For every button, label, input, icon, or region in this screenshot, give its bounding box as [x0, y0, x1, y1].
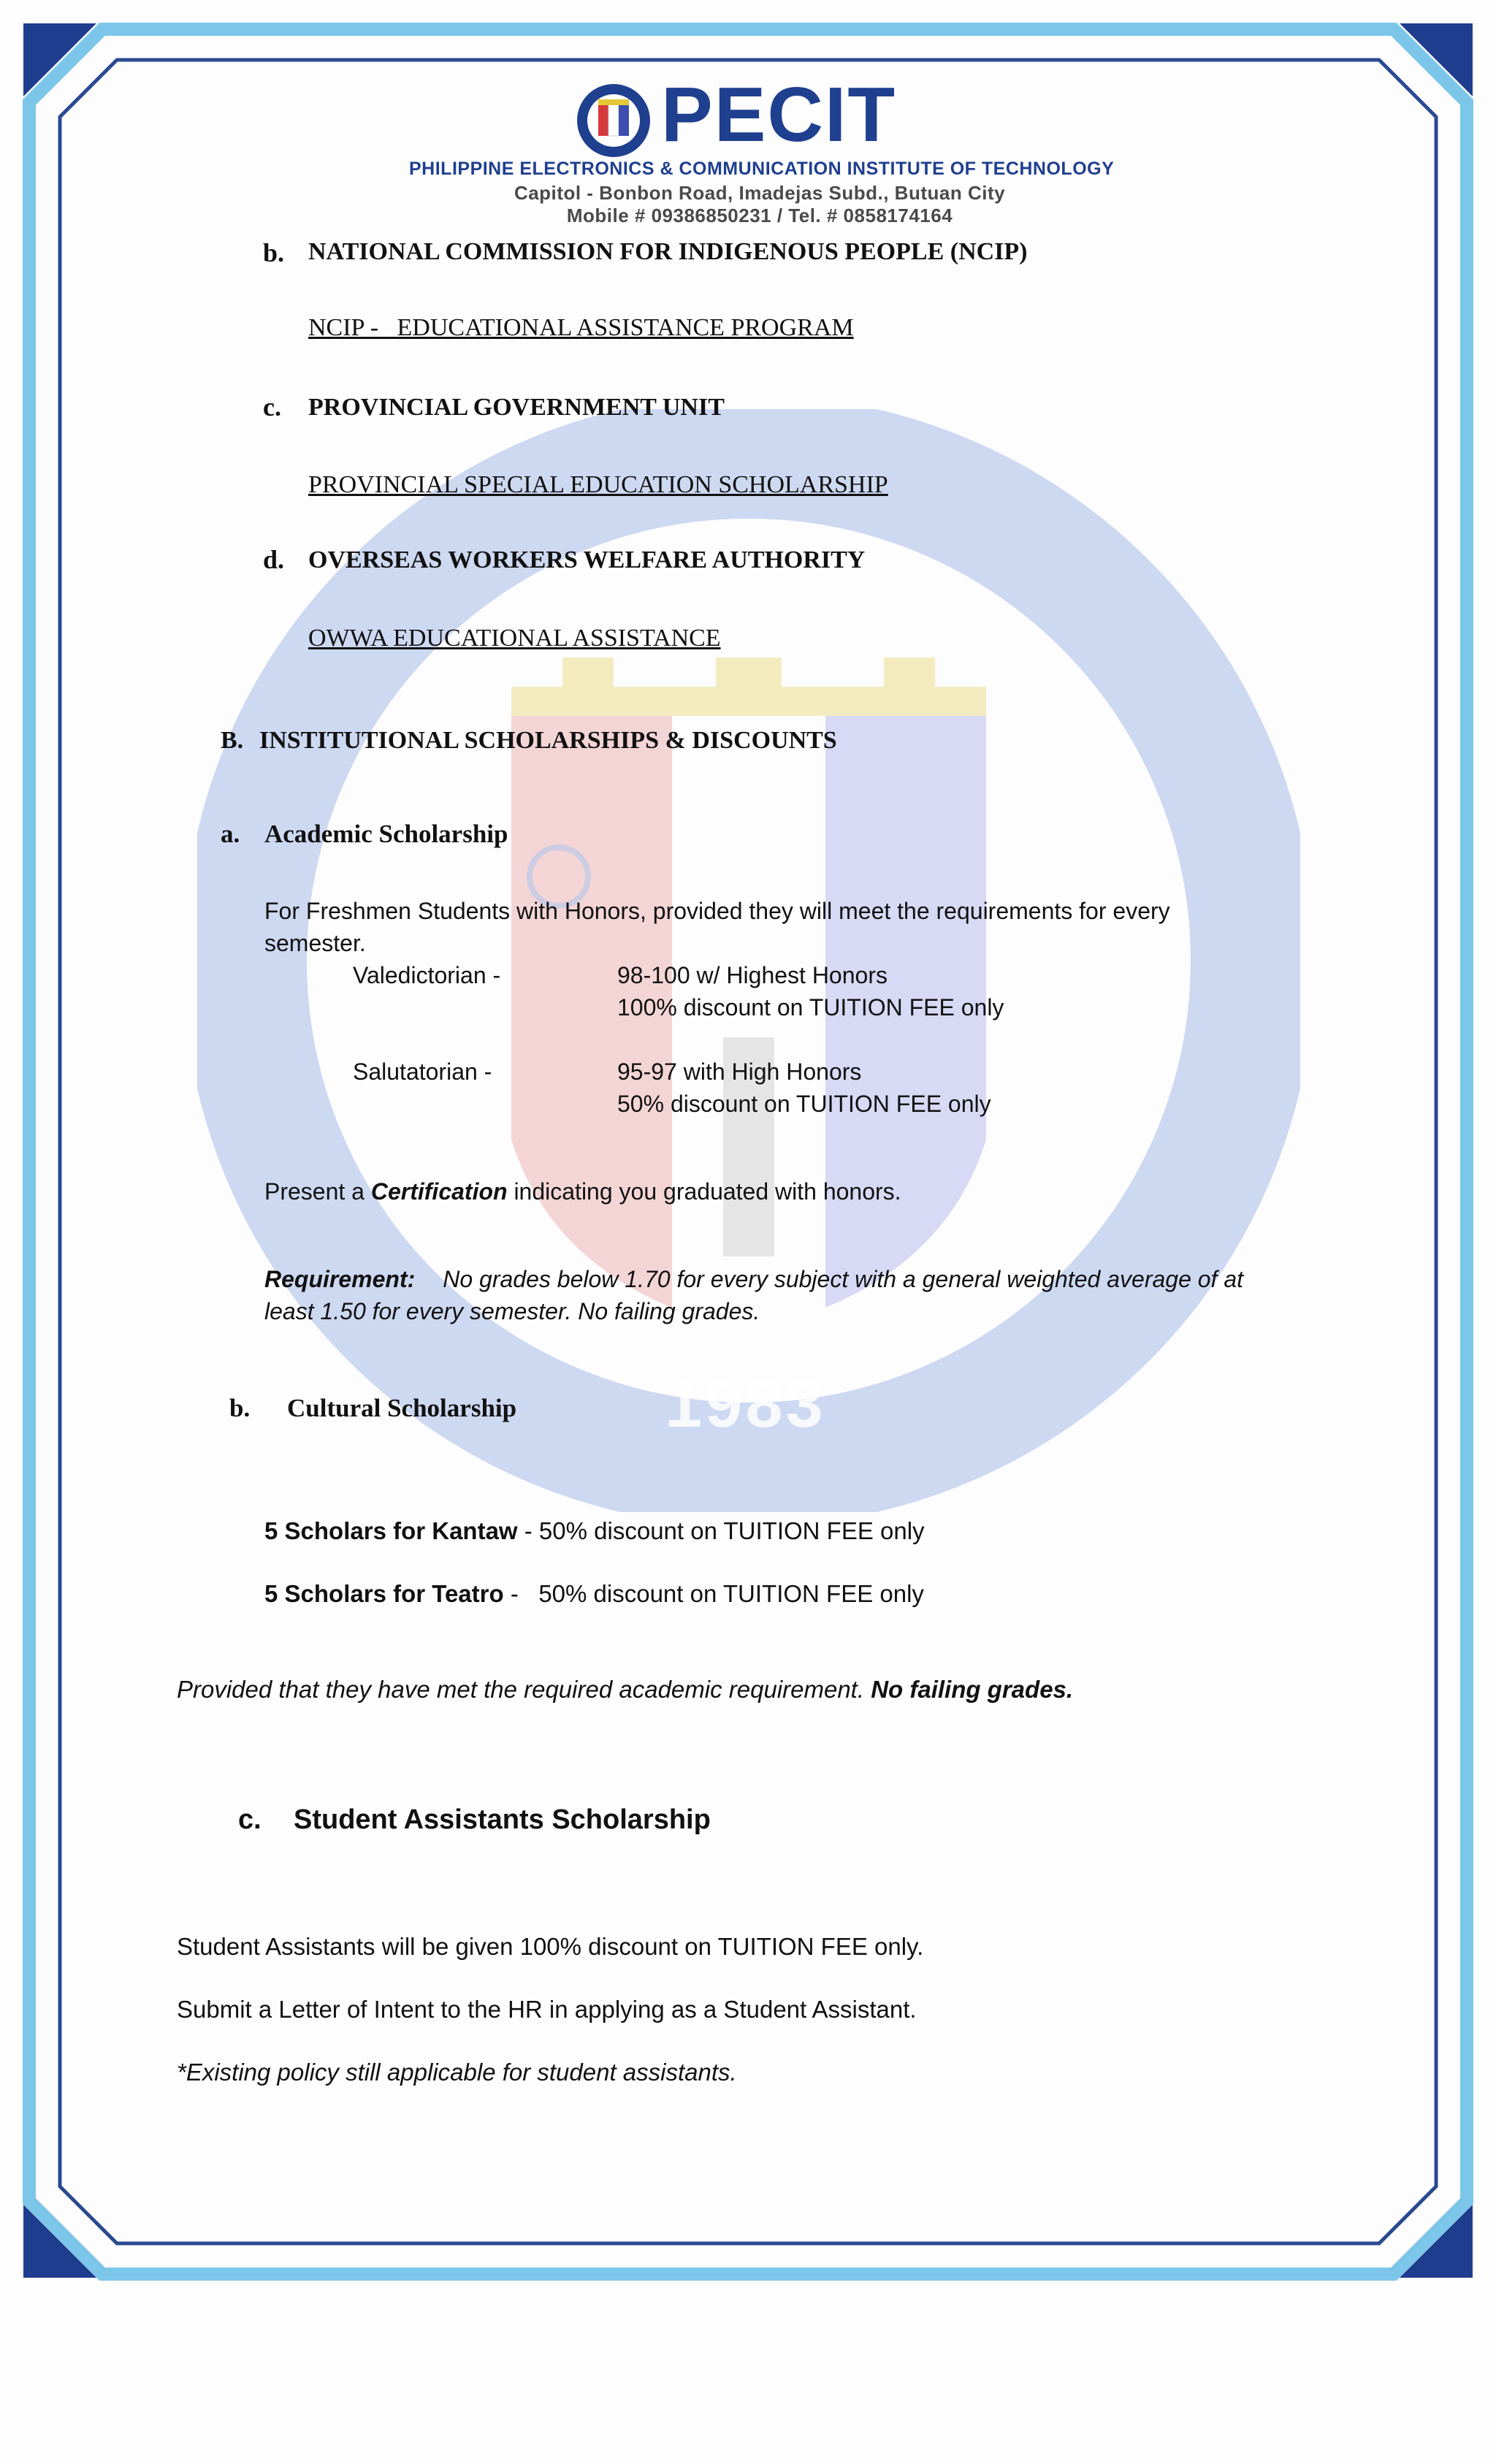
item-letter: d. [263, 545, 285, 574]
requirement-label: Requirement: [264, 1266, 416, 1292]
certification-pre: Present a [264, 1178, 371, 1205]
teatro-rest: - 50% discount on TUITION FEE only [503, 1580, 924, 1607]
certification-post: indicating you graduated with honors. [507, 1178, 901, 1205]
watermark-year: 1983 [665, 1367, 826, 1441]
kantaw-line [264, 1517, 925, 1545]
student-assistants-line1: Student Assistants will be given 100% discount on TUITION FEE only. [177, 1933, 924, 1960]
agency-title: OVERSEAS WORKERS WELFARE AUTHORITY [308, 546, 866, 573]
requirement-line1 [264, 1263, 1243, 1295]
requirement-line2: least 1.50 for every semester. No failing grades. [264, 1298, 760, 1324]
salutatorian-discount: 50% discount on TUITION FEE only [617, 1091, 991, 1117]
kantaw-bold: 5 Scholars for Kantaw [264, 1517, 518, 1544]
valedictorian-discount: 100% discount on TUITION FEE only [617, 994, 1004, 1021]
item-letter: b. [229, 1394, 251, 1422]
student-assistants-line3: *Existing policy still applicable for student assistants. [177, 2059, 737, 2086]
student-assistants-line2: Submit a Letter of Intent to the HR in applying as a Student Assistant. [177, 1996, 917, 2023]
academic-intro-line1: For Freshmen Students with Honors, provided they will meet the requirements for every [264, 898, 1170, 924]
academic-title: Academic Scholarship [264, 820, 508, 848]
corner-top-right [1400, 23, 1473, 96]
section-letter: B. [221, 727, 244, 754]
section-title: INSTITUTIONAL SCHOLARSHIPS & DISCOUNTS [259, 727, 837, 754]
corner-bottom-right [1400, 2205, 1473, 2278]
academic-intro-line2: semester. [264, 930, 366, 956]
header [409, 72, 1115, 230]
institute-name: PHILIPPINE ELECTRONICS & COMMUNICATION INSTITUTE OF TECHNOLOGY [409, 159, 1115, 179]
certification-note [264, 1175, 901, 1208]
item-letter: c. [263, 392, 281, 422]
requirement-text-1: No grades below 1.70 for every subject with a general weighted average of at [443, 1266, 1244, 1292]
institute-address: Capitol - Bonbon Road, Imadejas Subd., Butuan City [514, 182, 1006, 204]
logo-text: PECIT [661, 72, 897, 158]
cultural-note-italic: Provided that they have met the required academic requirement. [177, 1676, 871, 1703]
corner-bottom-left [23, 2205, 96, 2278]
valedictorian-grade: 98-100 w/ Highest Honors [617, 962, 888, 988]
item-letter: a. [221, 820, 240, 848]
cultural-note [177, 1676, 1073, 1704]
agency-title: NATIONAL COMMISSION FOR INDIGENOUS PEOPLE (NCIP) [308, 238, 1028, 265]
valedictorian-label: Valedictorian - [353, 962, 501, 988]
student-assistants-title: Student Assistants Scholarship [294, 1804, 711, 1835]
cultural-title: Cultural Scholarship [287, 1394, 517, 1422]
salutatorian-label: Salutatorian - [353, 1059, 492, 1085]
corner-top-left [23, 23, 96, 96]
program-link[interactable]: OWWA EDUCATIONAL ASSISTANCE [308, 625, 721, 652]
teatro-bold: 5 Scholars for Teatro [264, 1580, 504, 1607]
item-letter: b. [263, 238, 285, 267]
program-link[interactable]: NCIP - EDUCATIONAL ASSISTANCE PROGRAM [308, 314, 854, 341]
certification-bold: Certification [370, 1178, 508, 1205]
item-letter: c. [238, 1804, 262, 1835]
cultural-note-bold: No failing grades. [871, 1676, 1074, 1703]
program-link[interactable]: PROVINCIAL SPECIAL EDUCATION SCHOLARSHIP [308, 471, 888, 498]
salutatorian-grade: 95-97 with High Honors [617, 1059, 862, 1085]
agency-title: PROVINCIAL GOVERNMENT UNIT [308, 394, 725, 421]
institute-contact: Mobile # 09386850231 / Tel. # 0858174164 [566, 205, 953, 226]
kantaw-rest: - 50% discount on TUITION FEE only [517, 1517, 925, 1544]
teatro-line [264, 1580, 924, 1608]
pecit-seal-icon [573, 80, 654, 161]
